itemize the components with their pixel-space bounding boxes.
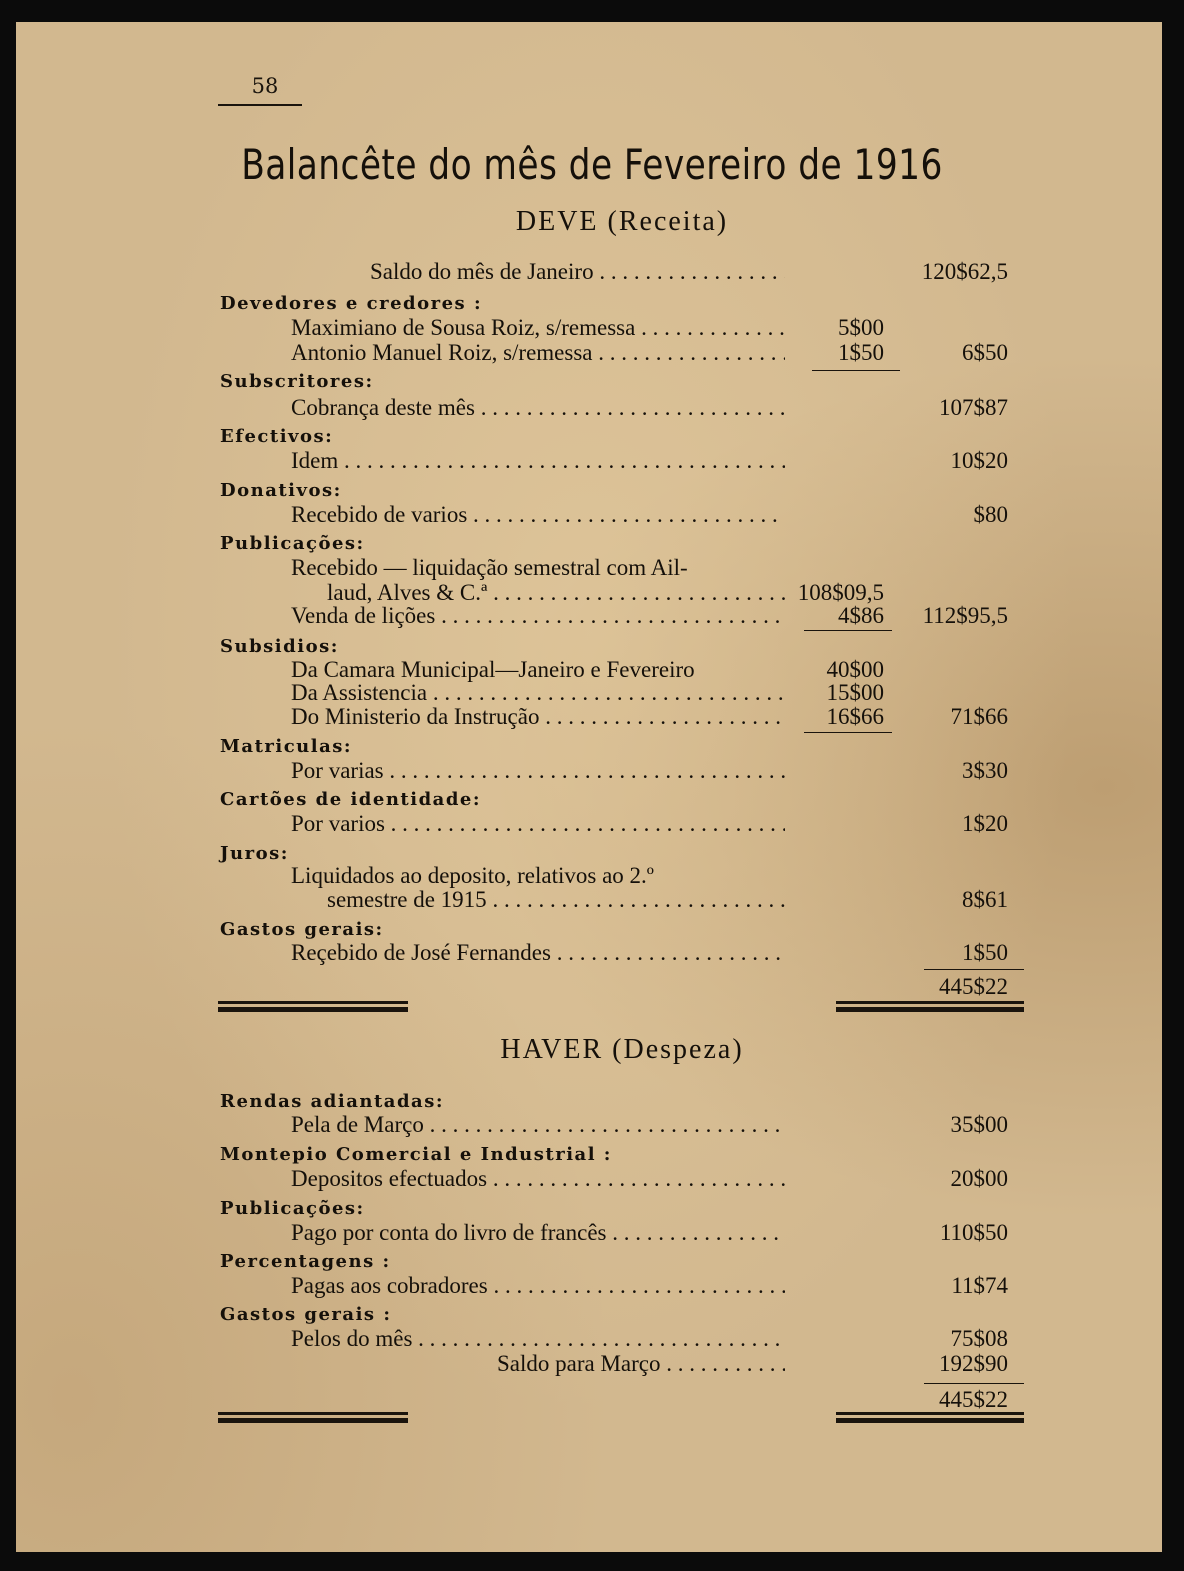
leader-dots [475,395,785,420]
subtotal-amount: 16$66 [826,704,884,729]
entry-description [291,1112,785,1138]
entry-description [291,448,785,474]
entry-description [291,395,785,421]
entry-description [291,680,785,706]
ledger-row [0,704,1184,730]
entry-text: Reçebido de José Fernandes [291,940,551,965]
category-row [0,633,1184,659]
category-label: Matriculas: [220,736,353,757]
total-amount: 192$90 [939,1351,1008,1376]
entry-text: Recebido de varios [291,502,468,527]
total-rule [924,969,1024,970]
total-amount: 107$87 [939,395,1008,420]
ledger-row [0,863,1184,889]
leader-dots [338,448,785,473]
category-label: Cartões de identidade: [220,789,481,810]
entry-text: Pago por conta do livro de francês [291,1220,607,1245]
category-row [0,1141,1184,1167]
entry-description [291,758,785,784]
leader-dots [661,1351,786,1376]
entry-description [291,1220,785,1246]
ledger-row [0,758,1184,784]
page-number-rule [218,104,302,106]
entry-description [291,502,785,528]
total-amount: $80 [973,502,1008,527]
entry-text: Venda de lições [291,603,436,628]
total-amount: 10$20 [950,448,1008,473]
leader-dots [551,940,785,965]
haver-heading: HAVER (Despeza) [500,1034,744,1065]
entry-text: Da Assistencia [291,680,428,705]
category-label: Publicações: [220,533,365,554]
leader-dots [594,259,785,284]
ledger-row [0,1220,1184,1246]
page-number: 58 [251,74,279,98]
total-rule [924,1383,1024,1384]
double-rule [218,1007,408,1012]
subtotal-rule [804,630,892,631]
category-label: Juros: [220,843,289,864]
leader-dots [384,758,785,783]
ledger-row [0,555,1184,581]
entry-text: Maximiano de Sousa Roiz, s/remessa [291,315,636,340]
ledger-row [0,680,1184,706]
leader-dots [593,340,785,365]
total-amount: 11$74 [951,1273,1008,1298]
category-label: Devedores e credores : [220,293,483,314]
category-label: Efectivos: [220,426,334,447]
deve-heading: DEVE (Receita) [515,206,729,237]
leader-dots [412,1326,785,1351]
ledger-row [0,1112,1184,1138]
subtotal-rule [804,732,892,733]
entry-description [291,704,785,730]
category-label: Donativos: [220,480,342,501]
deve-grand-total: 445$22 [939,974,1008,999]
entry-text: Pagas aos cobradores [291,1273,488,1298]
ledger-row [0,1166,1184,1192]
subtotal-amount: 108$09,5 [797,580,884,605]
category-label: Rendas adiantadas: [220,1091,444,1112]
leader-dots [487,887,785,912]
entry-description [291,863,654,889]
entry-description [291,1326,785,1352]
category-row [0,1088,1184,1114]
ledger-row [0,940,1184,966]
total-amount: 8$61 [962,887,1008,912]
haver-grand-total-row [0,1387,1184,1413]
total-amount: 110$50 [939,1220,1008,1245]
total-amount: 75$08 [950,1326,1008,1351]
entry-description [291,1166,785,1192]
entry-description [291,340,785,366]
total-amount: 6$50 [962,340,1008,365]
subtotal-amount: 40$00 [826,657,884,682]
ledger-row [0,811,1184,837]
total-amount: 1$20 [962,811,1008,836]
double-rule [836,1412,1024,1415]
category-row [0,1195,1184,1221]
leader-dots [424,1112,785,1137]
category-row [0,290,1184,316]
ledger-row [0,1273,1184,1299]
ledger-row [0,340,1184,366]
total-amount: 120$62,5 [921,259,1008,284]
entry-description [291,315,785,341]
entry-description [291,811,785,837]
ledger-row [0,315,1184,341]
page-title: Balancête do mês de Fevereiro de 1916 [241,140,943,189]
entry-text: Saldo para Março [497,1351,661,1376]
entry-text: Da Camara Municipal—Janeiro e Fevereiro [291,657,695,682]
ledger-row [0,448,1184,474]
double-rule [836,1001,1024,1004]
category-label: Subsidios: [220,636,339,657]
entry-text: laud, Alves & C.ª [327,580,488,605]
ledger-row [0,259,1184,285]
total-amount: 20$00 [950,1166,1008,1191]
category-row [0,423,1184,449]
category-label: Gastos gerais: [220,919,384,940]
entry-text: Pelos do mês [291,1326,413,1351]
category-row [0,477,1184,503]
entry-text: Recebido — liquidação semestral com Ail- [291,555,688,580]
subtotal-amount: 15$00 [826,680,884,705]
deve-grand-total-row [0,974,1184,1000]
entry-description [291,940,785,966]
ledger-row [0,502,1184,528]
leader-dots [487,580,785,605]
double-rule [836,1418,1024,1423]
category-row [0,368,1184,394]
leader-dots [635,315,785,340]
category-row [0,916,1184,942]
total-amount: 112$95,5 [922,603,1008,628]
leader-dots [467,502,785,527]
category-row [0,733,1184,759]
double-rule [218,1001,408,1004]
entry-description [291,603,785,629]
entry-text: Idem [291,448,339,473]
ledger-row [0,1326,1184,1352]
entry-text: Cobrança deste mês [291,395,475,420]
category-row [0,530,1184,556]
category-label: Montepio Comercial e Industrial : [220,1144,612,1165]
leader-dots [607,1220,785,1245]
entry-text: semestre de 1915 [327,887,487,912]
leader-dots [385,811,785,836]
double-rule [218,1418,408,1423]
ledger-row [0,395,1184,421]
ledger-row [0,603,1184,629]
entry-description [327,887,785,913]
category-label: Gastos gerais : [220,1304,392,1325]
total-amount: 35$00 [950,1112,1008,1137]
entry-description [291,1273,785,1299]
ledger-row [0,887,1184,913]
leader-dots [435,603,785,628]
entry-text: Por varias [291,758,384,783]
double-rule [218,1412,408,1415]
entry-text: Antonio Manuel Roiz, s/remessa [291,340,593,365]
subtotal-amount: 5$00 [838,315,884,340]
entry-text: Do Ministerio da Instrução [291,704,540,729]
entry-text: Depositos efectuados [291,1166,488,1191]
total-amount: 1$50 [962,940,1008,965]
entry-description [370,259,785,285]
ledger-row [0,1351,1184,1377]
category-label: Subscritores: [220,371,374,392]
entry-description [497,1351,785,1377]
entry-text: Pela de Março [291,1112,424,1137]
category-label: Percentagens : [220,1251,391,1272]
subtotal-amount: 4$86 [838,603,884,628]
subtotal-amount: 1$50 [838,340,884,365]
category-row [0,1248,1184,1274]
category-row [0,786,1184,812]
leader-dots [487,1166,785,1191]
category-row [0,1301,1184,1327]
entry-text: Liquidados ao deposito, relativos ao 2.º [291,863,654,888]
category-label: Publicações: [220,1198,365,1219]
total-amount: 71$66 [950,704,1008,729]
leader-dots [539,704,785,729]
leader-dots [488,1273,785,1298]
subtotal-rule [812,370,900,371]
leader-dots [427,680,785,705]
entry-text: Por varios [291,811,385,836]
entry-text: Saldo do mês de Janeiro [370,259,594,284]
double-rule [836,1007,1024,1012]
entry-description [291,555,688,581]
total-amount: 3$30 [962,758,1008,783]
haver-grand-total: 445$22 [939,1387,1008,1412]
